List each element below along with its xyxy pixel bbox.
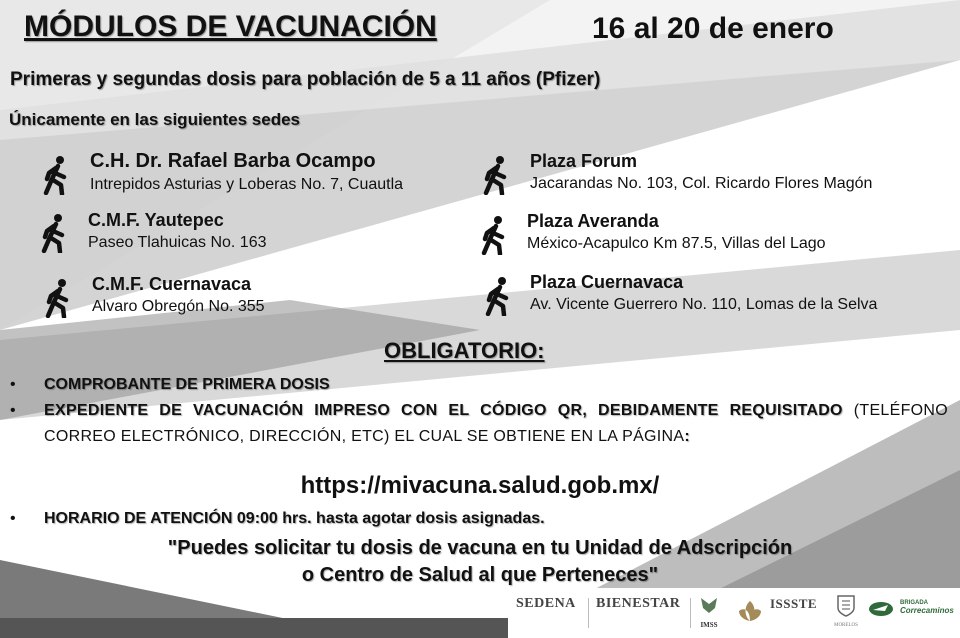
issste-flower-icon	[736, 598, 764, 624]
requirement-item	[8, 506, 948, 532]
site-cmf-yautepec	[88, 210, 266, 252]
roadrunner-icon	[868, 600, 894, 618]
bienestar-logo: BIENESTAR	[596, 596, 681, 611]
requirement-text-bold: EXPEDIENTE DE VACUNACIÓN IMPRESO CON EL CÓDIGO QR, DEBIDAMENTE REQUISITADO	[44, 402, 843, 419]
sedena-logo: SEDENA	[516, 596, 576, 611]
page-title: MÓDULOS DE VACUNACIÓN	[24, 10, 437, 43]
site-address: Av. Vicente Guerrero No. 110, Lomas de la Selva	[530, 296, 878, 313]
bullet: •	[10, 402, 16, 419]
site-address: México-Acapulco Km 87.5, Villas del Lago	[527, 235, 826, 252]
requirements-heading: OBLIGATORIO:	[384, 338, 545, 363]
site-address: Jacarandas No. 103, Col. Ricardo Flores Magón	[530, 175, 873, 192]
walking-person-icon	[480, 155, 514, 195]
closing-quote	[0, 535, 960, 589]
morelos-logo: MORELOS	[834, 594, 858, 628]
subtitle: Primeras y segundas dosis para población de 5 a 11 años (Pfizer)	[10, 69, 601, 90]
requirement-colon: :	[684, 428, 691, 445]
requirements-list-hours	[8, 506, 948, 532]
logo-divider	[588, 598, 589, 628]
requirement-item	[8, 372, 948, 398]
sites-heading: Únicamente en las siguientes sedes	[9, 110, 301, 129]
site-name: C.H. Dr. Rafael Barba Ocampo	[90, 150, 376, 172]
quote-line: "Puedes solicitar tu dosis de vacuna en tu Unidad de Adscripción	[167, 537, 793, 559]
requirements-list	[8, 372, 948, 450]
issste-text: ISSSTE	[770, 596, 818, 611]
site-name: C.M.F. Yautepec	[88, 210, 224, 230]
imss-eagle-icon	[698, 594, 720, 616]
vaccine-url-link[interactable]: https://mivacuna.salud.gob.mx/	[300, 472, 660, 499]
requirement-item	[8, 398, 948, 450]
site-name: Plaza Forum	[530, 151, 638, 171]
site-plaza-averanda	[527, 211, 826, 253]
bullet: •	[10, 376, 16, 393]
site-address: Alvaro Obregón No. 355	[92, 298, 265, 315]
walking-person-icon	[478, 215, 512, 255]
requirement-text: COMPROBANTE DE PRIMERA DOSIS	[44, 376, 330, 393]
requirement-text: HORARIO DE ATENCIÓN 09:00 hrs. hasta agotar dosis asignadas.	[44, 510, 545, 527]
site-name: C.M.F. Cuernavaca	[92, 274, 252, 294]
logo-divider	[690, 598, 691, 628]
imss-logo: IMSS	[698, 594, 720, 629]
brigada-logo: BRIGADA Correcaminos	[868, 600, 954, 618]
quote-line: o Centro de Salud al que Perteneces"	[301, 564, 659, 586]
walking-person-icon	[482, 276, 516, 316]
institution-logos	[508, 588, 960, 638]
requirement-text-detail: (TELÉFONO CORREO ELECTRÓNICO, DIRECCIÓN, ETC) EL CUAL SE OBTIENE EN LA PÁGINA	[44, 402, 949, 445]
site-name: Plaza Cuernavaca	[530, 272, 684, 292]
date-range: 16 al 20 de enero	[592, 12, 834, 45]
site-plaza-forum	[530, 151, 872, 193]
site-address: Paseo Tlahuicas No. 163	[88, 234, 267, 251]
walking-person-icon	[40, 155, 74, 195]
site-name: Plaza Averanda	[527, 211, 659, 231]
walking-person-icon	[42, 278, 76, 318]
site-barba-ocampo	[90, 150, 403, 194]
site-cmf-cuernavaca	[92, 274, 265, 316]
walking-person-icon	[38, 213, 72, 253]
site-plaza-cuernavaca	[530, 272, 877, 314]
bullet: •	[10, 510, 16, 527]
issste-logo	[736, 598, 764, 629]
morelos-shield-icon	[836, 594, 856, 618]
site-address: Intrepidos Asturias y Loberas No. 7, Cuautla	[90, 176, 404, 193]
